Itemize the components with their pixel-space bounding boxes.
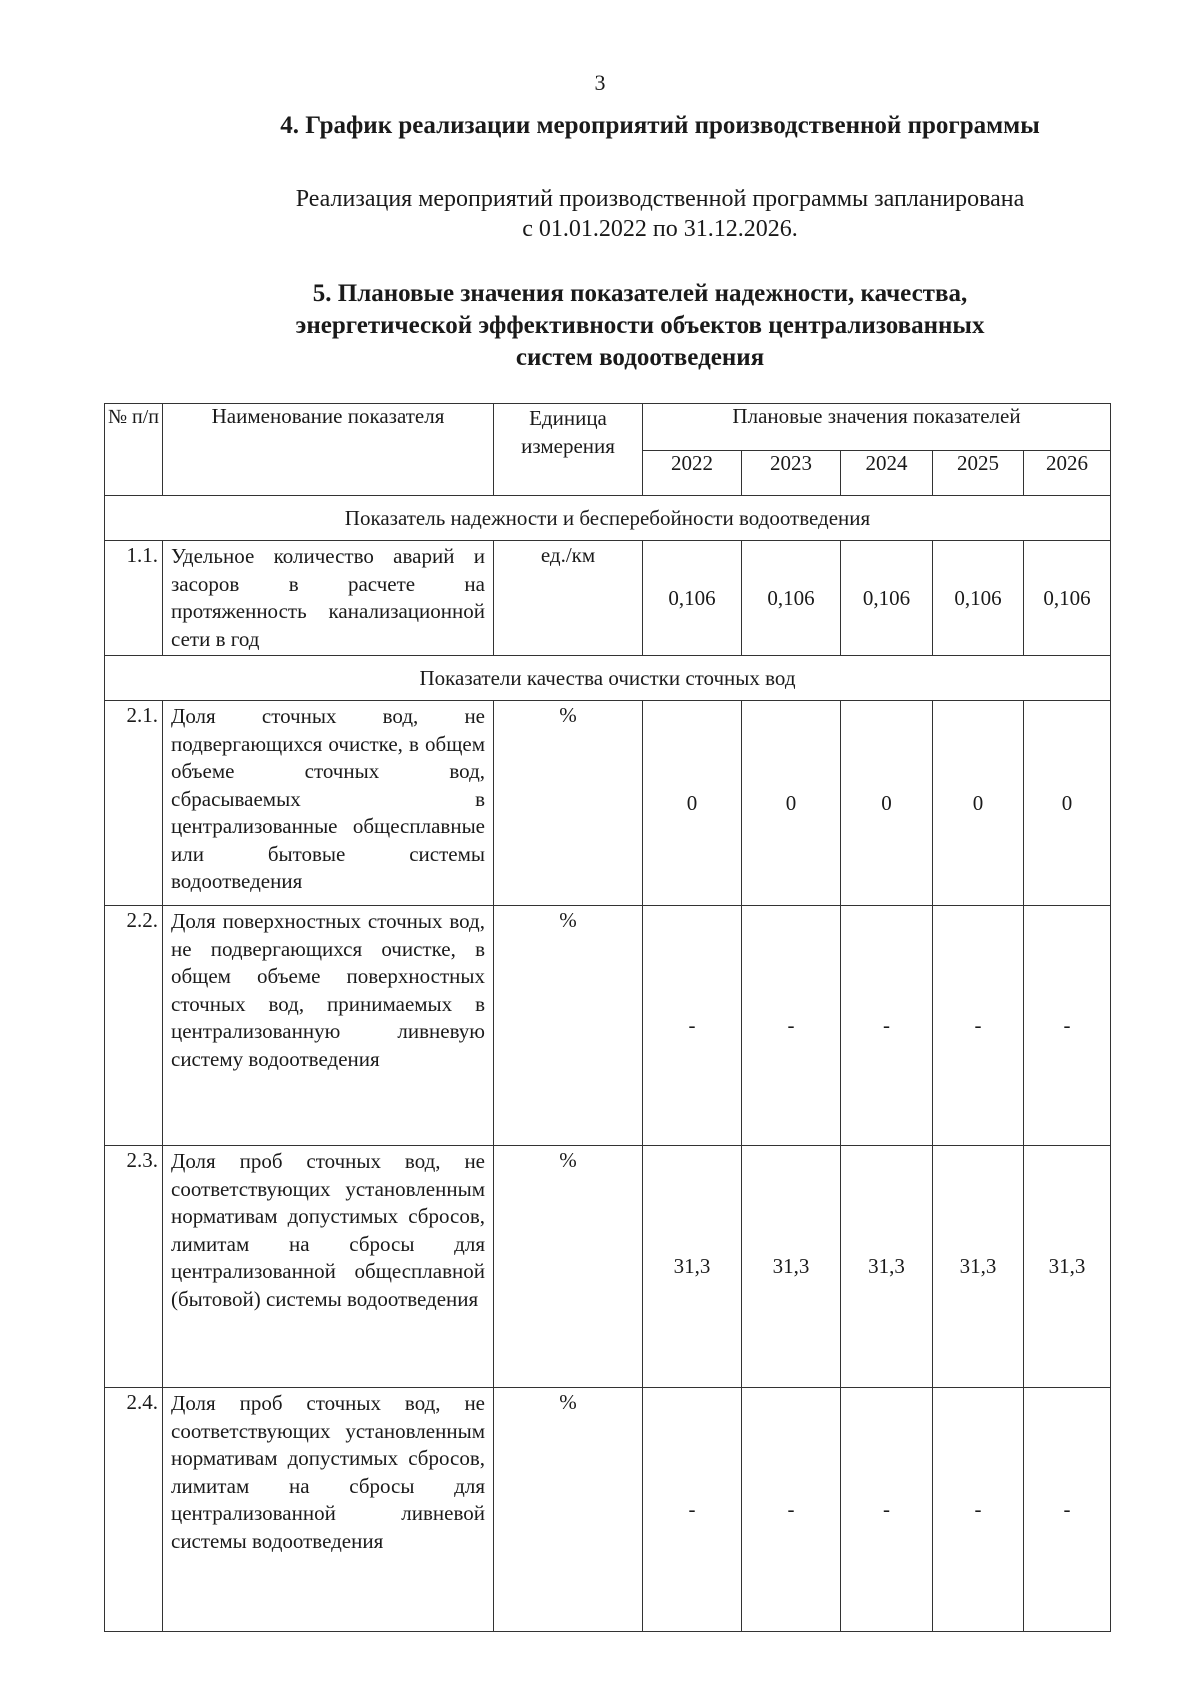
row-value: -	[742, 1388, 841, 1632]
table-header	[105, 404, 1111, 496]
row-value: 0,106	[643, 541, 742, 656]
table-row	[105, 541, 1111, 656]
row-value: -	[1024, 1388, 1111, 1632]
row-value: 31,3	[841, 1146, 933, 1388]
indicators-table	[104, 403, 1111, 1632]
section-5-title-line-1: 5. Плановые значения показателей надежности, качества,	[312, 280, 968, 307]
row-indicator-name: Доля проб сточных вод, не соответствующих установленным нормативам допустимых сбросов, лимитам на сбросы для централизованной ливневой системы водоотведения	[163, 1388, 494, 1632]
header-unit: Единица измерения	[494, 404, 643, 496]
row-value: 31,3	[933, 1146, 1024, 1388]
header-year: 2024	[841, 451, 933, 496]
page-number: 3	[594, 70, 606, 95]
row-value: 0	[742, 701, 841, 906]
row-unit: ед./км	[494, 541, 643, 656]
row-value: 31,3	[742, 1146, 841, 1388]
header-row	[105, 404, 1111, 451]
row-indicator-name: Удельное количество аварий и засоров в расчете на протяженность канализационной сети в год	[163, 541, 494, 656]
header-planned-values: Плановые значения показателей	[643, 404, 1111, 451]
section-4-text	[160, 184, 1160, 244]
row-indicator-name: Доля сточных вод, не подвергающихся очистке, в общем объеме сточных вод, сбрасываемых в централизованные общесплавные или бытовые системы водоотведения	[163, 701, 494, 906]
table-row	[105, 1146, 1111, 1388]
row-number: 2.3.	[105, 1146, 163, 1388]
table-row	[105, 1388, 1111, 1632]
row-number: 1.1.	[105, 541, 163, 656]
row-indicator-name: Доля поверхностных сточных вод, не подвергающихся очистке, в общем объеме поверхностных сточных вод, принимаемых в централизованную ливневую систему водоотведения	[163, 906, 494, 1146]
row-value: 0	[933, 701, 1024, 906]
section-4-title: 4. График реализации мероприятий производственной программы	[280, 112, 1040, 139]
row-number: 2.2.	[105, 906, 163, 1146]
row-value: -	[933, 1388, 1024, 1632]
section-row	[105, 656, 1111, 701]
header-number: № п/п	[105, 404, 163, 496]
table-row	[105, 701, 1111, 906]
header-year: 2026	[1024, 451, 1111, 496]
row-value: 0,106	[933, 541, 1024, 656]
row-value: 0,106	[1024, 541, 1111, 656]
row-value: -	[742, 906, 841, 1146]
table-row	[105, 906, 1111, 1146]
row-unit: %	[494, 1388, 643, 1632]
row-number: 2.1.	[105, 701, 163, 906]
table-body	[105, 496, 1111, 1632]
row-value: 0	[841, 701, 933, 906]
row-value: -	[643, 906, 742, 1146]
row-value: 0	[643, 701, 742, 906]
section-5-title-line-2: энергетической эффективности объектов централизованных	[295, 312, 985, 339]
section-5-title	[200, 278, 1080, 374]
row-value: 31,3	[1024, 1146, 1111, 1388]
header-year: 2025	[933, 451, 1024, 496]
row-number: 2.4.	[105, 1388, 163, 1632]
section-row	[105, 496, 1111, 541]
row-value: 0	[1024, 701, 1111, 906]
row-unit: %	[494, 1146, 643, 1388]
row-value: -	[1024, 906, 1111, 1146]
header-year: 2023	[742, 451, 841, 496]
row-value: -	[841, 1388, 933, 1632]
row-value: 0,106	[742, 541, 841, 656]
row-value: -	[841, 906, 933, 1146]
header-year: 2022	[643, 451, 742, 496]
row-indicator-name: Доля проб сточных вод, не соответствующих установленным нормативам допустимых сбросов, лимитам на сбросы для централизованной общесплавной (бытовой) системы водоотведения	[163, 1146, 494, 1388]
header-indicator-name: Наименование показателя	[163, 404, 494, 496]
section-title-quality: Показатели качества очистки сточных вод	[105, 656, 1111, 701]
row-value: -	[643, 1388, 742, 1632]
row-unit: %	[494, 906, 643, 1146]
row-value: 0,106	[841, 541, 933, 656]
row-unit: %	[494, 701, 643, 906]
row-value: -	[933, 906, 1024, 1146]
section-title-reliability: Показатель надежности и бесперебойности водоотведения	[105, 496, 1111, 541]
section-5-title-line-3: систем водоотведения	[515, 344, 765, 371]
row-value: 31,3	[643, 1146, 742, 1388]
section-4-text-line-1: Реализация мероприятий производственной программы запланирована	[295, 186, 1025, 212]
section-4-text-line-2: с 01.01.2022 по 31.12.2026.	[522, 216, 798, 242]
